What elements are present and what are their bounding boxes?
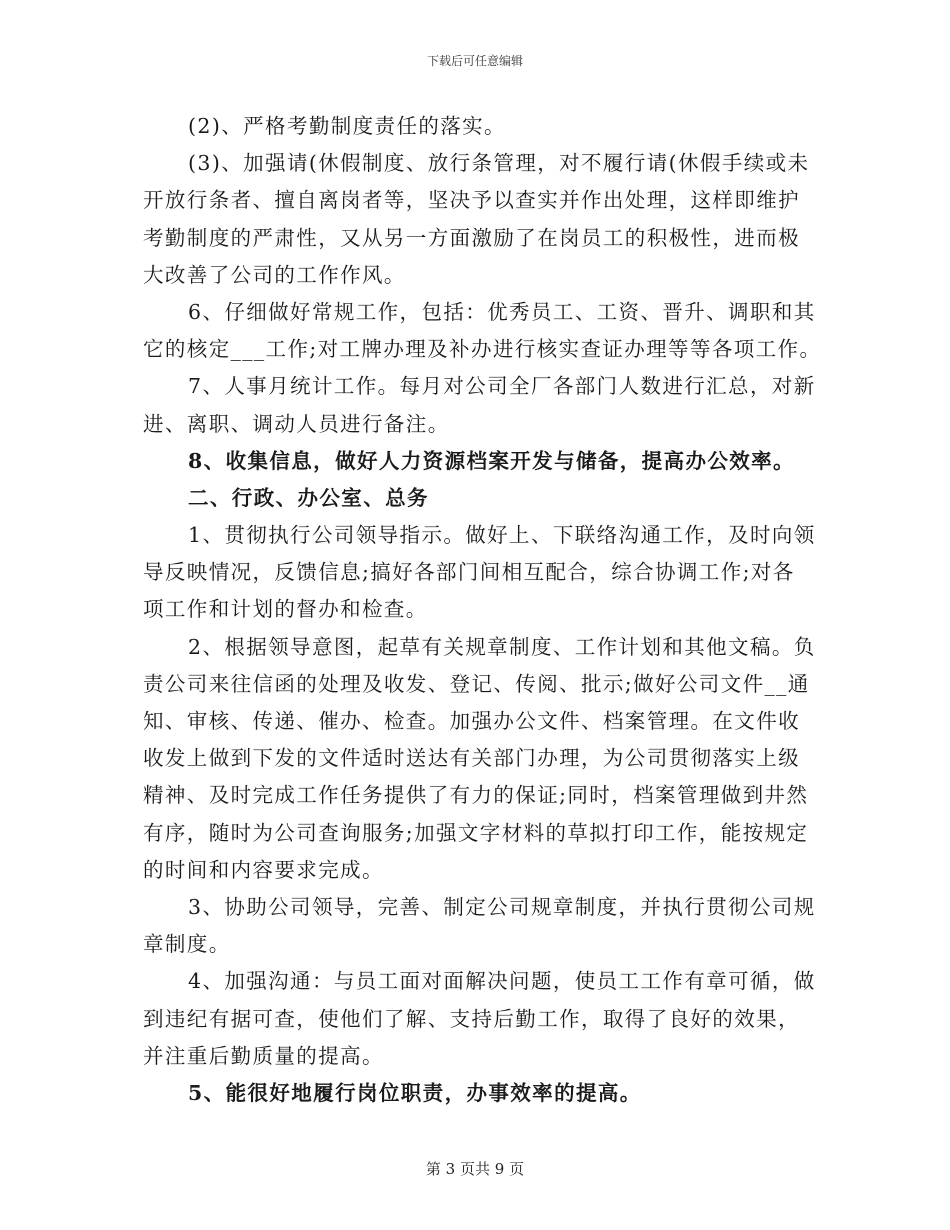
paragraph-line: 大改善了公司的工作作风。 [143, 262, 406, 287]
paragraph [143, 145, 813, 294]
paragraph-line: 考勤制度的严肃性，又从另一方面激励了在岗员工的积极性，进而极 [143, 225, 800, 250]
paragraph [143, 480, 813, 517]
paragraph [143, 443, 813, 480]
paragraph-line: 1、贯彻执行公司领导指示。做好上、下联络沟通工作，及时向领 [188, 523, 816, 548]
paragraph [143, 294, 822, 368]
paragraph-line: 它的核定___工作;对工牌办理及补办进行核实查证办理等等各项工作。 [143, 337, 822, 362]
paragraph-line: 二、行政、办公室、总务 [188, 485, 429, 510]
paragraph [143, 108, 813, 145]
paragraph-line: 进、离职、调动人员进行备注。 [143, 411, 450, 436]
page-header-note: 下载后可任意编辑 [426, 54, 523, 68]
paragraph-line: 的时间和内容要求完成。 [143, 857, 384, 882]
paragraph [143, 517, 816, 629]
paragraph-line: 3、协助公司领导，完善、制定公司规章制度，并执行贯彻公司规 [188, 894, 816, 919]
paragraph-line: 有序，随时为公司查询服务;加强文字材料的草拟打印工作，能按规定 [143, 820, 809, 845]
paragraph-line: 8、收集信息，做好人力资源档案开发与储备，提高办公效率。 [188, 448, 795, 473]
paragraph-line: 并注重后勤质量的提高。 [143, 1043, 384, 1068]
paragraph-line: 6、仔细做好常规工作，包括：优秀员工、工资、晋升、调职和其 [188, 299, 816, 324]
paragraph-line: 责公司来往信函的处理及收发、登记、传阅、批示;做好公司文件__通 [143, 671, 810, 696]
paragraph [143, 1075, 813, 1112]
paragraph-line: 章制度。 [143, 932, 231, 957]
paragraph-line: 4、加强沟通：与员工面对面解决问题，使员工工作有章可循，做 [188, 969, 816, 994]
paragraph-line: 导反映情况，反馈信息;搞好各部门间相互配合，综合协调工作;对各 [143, 560, 795, 585]
paragraph [143, 889, 816, 963]
paragraph-line: 开放行条者、擅自离岗者等，坚决予以查实并作出处理，这样即维护 [143, 188, 800, 213]
paragraph-line: 项工作和计划的督办和检查。 [143, 597, 428, 622]
paragraph-line: 精神、及时完成工作任务提供了有力的保证;同时，档案管理做到井然 [143, 783, 809, 808]
paragraph [143, 963, 816, 1075]
paragraph-line: 5、能很好地履行岗位职责，办事效率的提高。 [188, 1080, 642, 1105]
paragraph-line: 到违纪有据可查，使他们了解、支持后勤工作，取得了良好的效果， [143, 1006, 800, 1031]
paragraph-line: (3)、加强请(休假制度、放行条管理，对不履行请(休假手续或未 [188, 151, 810, 176]
document-body [143, 108, 822, 1112]
paragraph-line: 2、根据领导意图，起草有关规章制度、工作计划和其他文稿。负 [188, 634, 816, 659]
paragraph-line: (2)、严格考勤制度责任的落实。 [188, 114, 506, 138]
paragraph-line: 收发上做到下发的文件适时送达有关部门办理，为公司贯彻落实上级 [143, 746, 800, 771]
paragraph-line: 7、人事月统计工作。每月对公司全厂各部门人数进行汇总，对新 [188, 374, 816, 399]
paragraph-line: 知、审核、传递、催办、检查。加强办公文件、档案管理。在文件收 [143, 709, 800, 733]
page-number-footer: 第 3 页共 9 页 [425, 1160, 525, 1178]
paragraph [143, 368, 816, 442]
paragraph [143, 629, 816, 889]
